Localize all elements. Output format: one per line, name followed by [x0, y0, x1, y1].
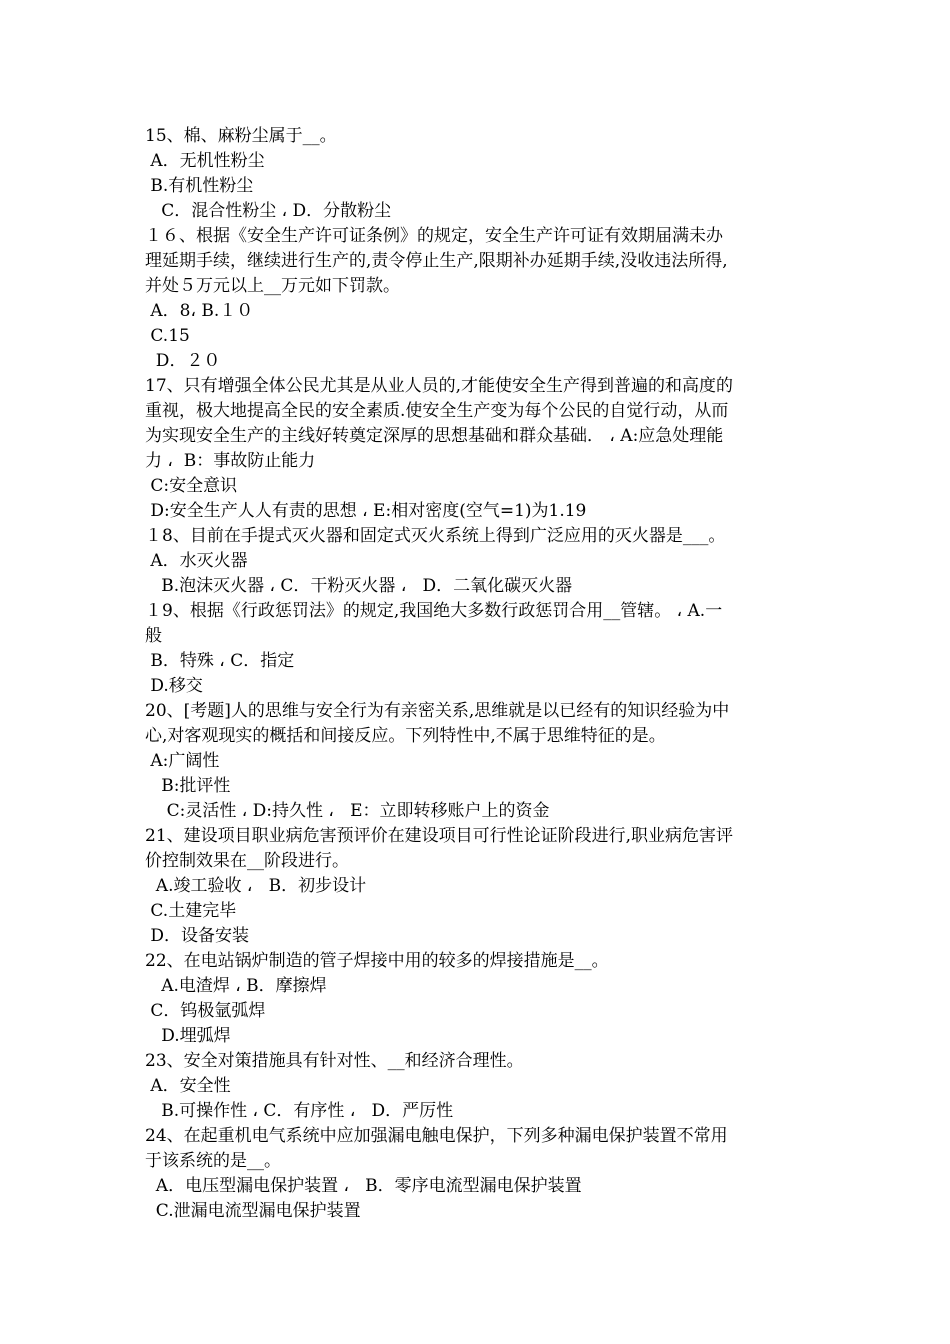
text-line: 15、棉、麻粉尘属于__。 — [145, 126, 337, 146]
text-line: 般 — [145, 626, 162, 646]
text-line: C.土建完毕 — [145, 901, 237, 921]
text-line: 重视，极大地提高全民的安全素质.使安全生产变为每个公民的自觉行动，从而 — [145, 401, 729, 421]
text-line: 并处５万元以上__万元如下罚款。 — [145, 276, 400, 296]
text-line: A.竣工验收 ، B．初步设计 — [145, 876, 367, 896]
text-line: B．特殊 ، C．指定 — [145, 651, 295, 671]
text-line: 20、[考题]人的思维与安全行为有亲密关系,思维就是以已经有的知识经验为中 — [145, 701, 730, 721]
text-line: 24、在起重机电气系统中应加强漏电触电保护，下列多种漏电保护装置不常用 — [145, 1126, 728, 1146]
text-line: B.有机性粉尘 — [145, 176, 254, 196]
text-line: C:安全意识 — [145, 476, 238, 496]
text-line: １６、根据《安全生产许可证条例》的规定，安全生产许可证有效期届满未办 — [145, 226, 723, 246]
text-line: B.可操作性 ، C．有序性 ، D．严厉性 — [145, 1101, 454, 1121]
text-line: B.泡沫灭火器 ، C．干粉灭火器 ، D．二氧化碳灭火器 — [145, 576, 573, 596]
text-line: D.埋弧焊 — [145, 1026, 231, 1046]
text-line: 23、安全对策措施具有针对性、__和经济合理性。 — [145, 1051, 524, 1071]
text-line: 理延期手续，继续进行生产的,责令停止生产,限期补办延期手续,没收违法所得, — [145, 251, 728, 271]
text-line: D.移交 — [145, 676, 203, 696]
text-line: 于该系统的是__。 — [145, 1151, 281, 1171]
text-line: C.泄漏电流型漏电保护装置 — [145, 1201, 361, 1221]
text-line: 价控制效果在__阶段进行。 — [145, 851, 349, 871]
text-line: A．无机性粉尘 — [145, 151, 265, 171]
text-line: １8、目前在手提式灭火器和固定式灭火系统上得到广泛应用的灭火器是___。 — [145, 526, 726, 546]
document-body — [145, 124, 815, 1224]
text-line: A．水灭火器 — [145, 551, 248, 571]
text-line: 为实现安全生产的主线好转奠定深厚的思想基础和群众基础． ، A:应急处理能 — [145, 426, 724, 446]
text-line: A:广阔性 — [145, 751, 220, 771]
text-line: 心,对客观现实的概括和间接反应。下列特性中,不属于思维特征的是。 — [145, 726, 666, 746]
text-line: C．钨极氩弧焊 — [145, 1001, 266, 1021]
text-line: A．8، B.１０ — [145, 301, 254, 321]
text-line: 力 ، B：事故防止能力 — [145, 451, 316, 471]
text-line: 22、在电站锅炉制造的管子焊接中用的较多的焊接措施是__。 — [145, 951, 609, 971]
text-line: C．混合性粉尘 ، D．分散粉尘 — [145, 201, 392, 221]
text-line: A.电渣焊 ، B．摩擦焊 — [145, 976, 327, 996]
text-line: A．安全性 — [145, 1076, 231, 1096]
text-line: 17、只有增强全体公民尤其是从业人员的,才能使安全生产得到普遍的和高度的 — [145, 376, 734, 396]
text-line: A．电压型漏电保护装置 ، B．零序电流型漏电保护装置 — [145, 1176, 582, 1196]
text-line: 21、建设项目职业病危害预评价在建设项目可行性论证阶段进行,职业病危害评 — [145, 826, 734, 846]
text-line: １9、根据《行政惩罚法》的规定,我国绝大多数行政惩罚合用__管辖。 ، A.一 — [145, 601, 723, 621]
text-line: C.15 — [145, 326, 190, 346]
text-line: D:安全生产人人有责的思想 ، E:相对密度(空气=1)为1.19 — [145, 501, 587, 521]
text-line: D．设备安装 — [145, 926, 250, 946]
text-line: B:批评性 — [145, 776, 231, 796]
text-line: C:灵活性 ، D:持久性 ، E：立即转移账户上的资金 — [145, 801, 550, 821]
text-line: D．２０ — [145, 351, 221, 371]
